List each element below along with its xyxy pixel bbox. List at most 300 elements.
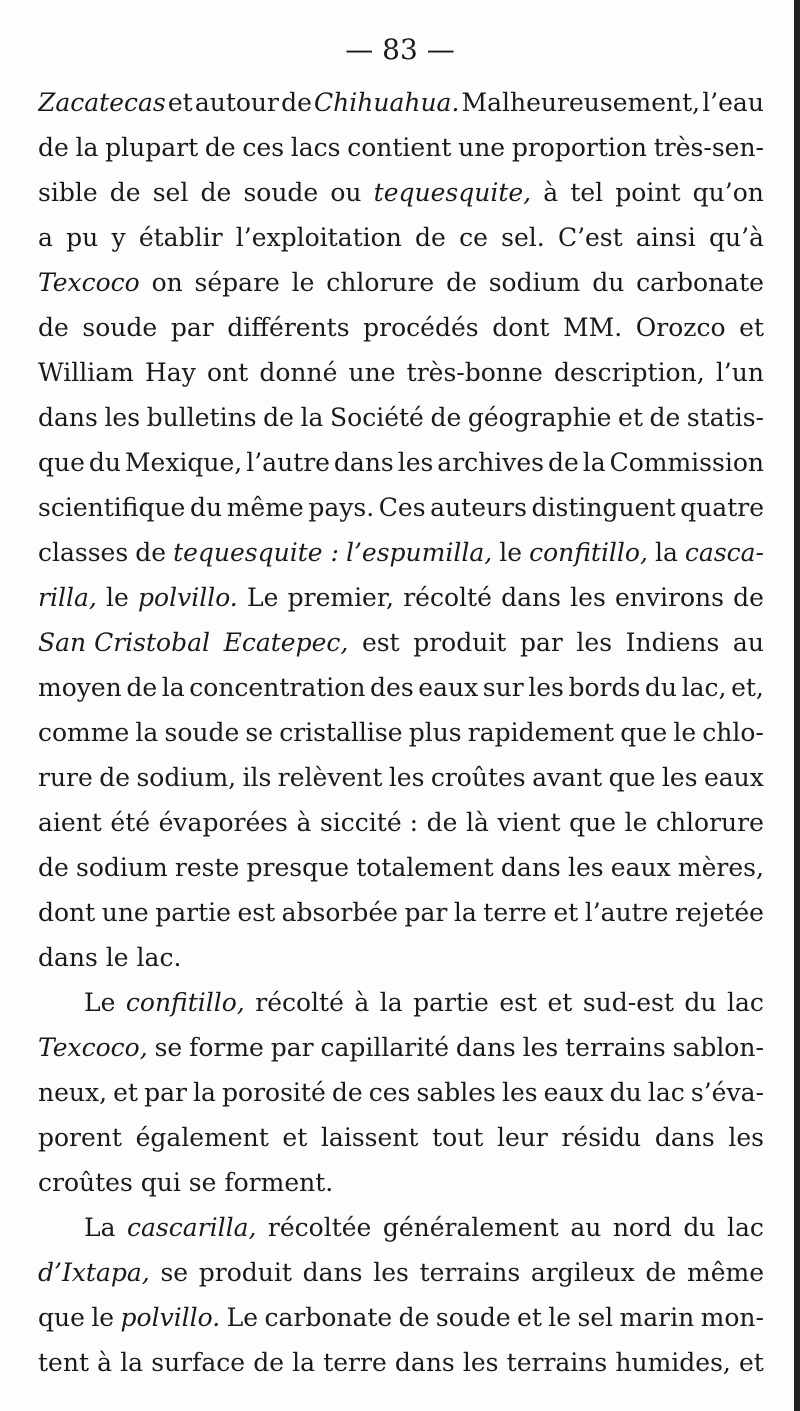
word: dont xyxy=(492,313,550,342)
word: les xyxy=(570,583,606,612)
word: terrains xyxy=(565,1033,666,1062)
word: évaporées xyxy=(158,808,288,837)
word: concentration xyxy=(189,673,366,702)
word: les xyxy=(373,1258,409,1287)
word: carbonate xyxy=(636,268,764,297)
word: dans xyxy=(501,583,561,612)
word: relèvent xyxy=(277,763,383,792)
word: chlorure xyxy=(326,268,435,297)
word: le xyxy=(291,268,315,297)
word: que xyxy=(38,1303,85,1332)
word: les xyxy=(501,1078,538,1107)
word: de xyxy=(38,313,69,342)
word: est xyxy=(361,628,400,657)
word: point xyxy=(615,178,681,207)
word: d’Ixtapa, xyxy=(38,1258,150,1287)
word: plus xyxy=(408,718,462,747)
word: Ecatepec, xyxy=(223,628,349,657)
word: au xyxy=(732,628,764,657)
word: les xyxy=(576,628,613,657)
text-line xyxy=(38,1160,764,1205)
word: a xyxy=(38,223,53,252)
word: même xyxy=(226,493,304,522)
word: le xyxy=(673,718,697,747)
word: dans xyxy=(302,1258,363,1287)
word: le xyxy=(105,943,129,972)
word: environs xyxy=(615,583,724,612)
word: ou xyxy=(330,178,362,207)
word: dans xyxy=(500,853,561,882)
text-line xyxy=(38,350,764,395)
word: leur xyxy=(496,1123,548,1152)
text-line xyxy=(38,980,764,1025)
word: se xyxy=(188,1168,217,1197)
word: quatre xyxy=(680,493,764,522)
word: partie xyxy=(413,988,489,1017)
word: cristallise xyxy=(279,718,403,747)
word: dans xyxy=(394,1348,455,1377)
word: ont xyxy=(206,358,249,387)
word: de xyxy=(446,268,477,297)
word: Zacatecas xyxy=(38,88,166,117)
word: récolté xyxy=(403,583,492,612)
word: sodium xyxy=(488,268,581,297)
word: lac xyxy=(647,1078,685,1107)
word: carbonate xyxy=(264,1303,393,1332)
word: est xyxy=(499,988,538,1017)
word: se xyxy=(154,1033,183,1062)
word: ces xyxy=(368,1078,411,1107)
word: les xyxy=(528,673,564,702)
word: du xyxy=(88,448,121,477)
word: que xyxy=(38,448,85,477)
word: polvillo. xyxy=(138,583,238,612)
word: autour xyxy=(194,88,279,117)
word: classes xyxy=(38,538,129,567)
text-line xyxy=(38,665,764,710)
word: rure xyxy=(38,763,93,792)
word: et xyxy=(547,988,573,1017)
text-line xyxy=(38,575,764,620)
word: Texcoco xyxy=(38,268,140,297)
word: l’espumilla, xyxy=(345,538,493,567)
word: du xyxy=(684,988,717,1017)
text-line xyxy=(38,1070,764,1115)
word: qui xyxy=(140,1168,181,1197)
word: soude xyxy=(164,718,240,747)
word: produit xyxy=(198,1258,292,1287)
word: la xyxy=(161,673,185,702)
word: lac. xyxy=(136,943,182,972)
word: dans xyxy=(38,403,98,432)
word: San Cristobal xyxy=(38,628,210,657)
page-edge-shadow xyxy=(794,0,800,1411)
word: nord xyxy=(612,1213,672,1242)
word: du xyxy=(644,673,678,702)
word: avant xyxy=(532,763,603,792)
word: capillarité xyxy=(320,1033,450,1062)
word: donné xyxy=(259,358,338,387)
word: de xyxy=(135,538,167,567)
word: et xyxy=(113,1078,138,1107)
word: tequesquite : xyxy=(173,538,339,567)
word: par xyxy=(170,313,214,342)
word: sur xyxy=(482,673,524,702)
word: les xyxy=(567,853,604,882)
word: que xyxy=(608,763,656,792)
word: sablon- xyxy=(672,1033,764,1062)
word: de xyxy=(38,853,69,882)
word: porent xyxy=(38,1123,122,1152)
word: au xyxy=(570,1213,602,1242)
word: une xyxy=(101,898,149,927)
word: Le xyxy=(246,583,279,612)
word: la xyxy=(453,898,477,927)
word: y xyxy=(111,223,126,252)
word: soude xyxy=(82,313,158,342)
text-line xyxy=(38,845,764,890)
page-number: — 83 — xyxy=(345,33,455,66)
word: tent xyxy=(38,1348,89,1377)
word: une xyxy=(348,358,396,387)
text-line xyxy=(38,1025,764,1070)
word: terrains xyxy=(506,1348,608,1377)
word: les xyxy=(522,1033,559,1062)
word: eaux xyxy=(703,763,764,792)
word: MM. xyxy=(563,313,623,342)
word: sables xyxy=(416,1078,496,1107)
word: ils xyxy=(242,763,272,792)
word: et xyxy=(739,1348,764,1377)
word: de xyxy=(263,403,294,432)
text-line xyxy=(38,215,764,260)
word: dans xyxy=(38,943,98,972)
text-line xyxy=(38,125,764,170)
word: premier, xyxy=(287,583,395,612)
word: du xyxy=(189,493,223,522)
word: cascarilla, xyxy=(127,1213,257,1242)
word: argileux xyxy=(530,1258,635,1287)
word: bords xyxy=(568,673,641,702)
word: surface xyxy=(151,1348,246,1377)
word: l’autre xyxy=(246,448,330,477)
word: confitillo, xyxy=(529,538,648,567)
word: de xyxy=(649,403,681,432)
word: de xyxy=(281,88,312,117)
word: laissent xyxy=(320,1123,419,1152)
word: eaux xyxy=(543,1078,604,1107)
word: et, xyxy=(731,673,764,702)
word: et xyxy=(282,1123,308,1152)
word: de xyxy=(733,583,764,612)
word: de xyxy=(426,808,458,837)
text-line xyxy=(38,1250,764,1295)
word: dans xyxy=(333,448,394,477)
word: rejetée xyxy=(674,898,764,927)
word: la xyxy=(135,718,159,747)
word: le xyxy=(499,538,523,567)
body-text xyxy=(38,80,764,1385)
word: moyen xyxy=(38,673,122,702)
word: mon- xyxy=(700,1303,764,1332)
word: l’exploitation xyxy=(235,223,402,252)
word: Orozco xyxy=(635,313,726,342)
word: aient xyxy=(38,808,102,837)
word: récoltée xyxy=(267,1213,372,1242)
word: lacs xyxy=(290,133,341,162)
word: Malheureusement, xyxy=(461,88,701,117)
word: ces xyxy=(242,133,285,162)
word: la xyxy=(193,1078,216,1107)
word: est xyxy=(237,898,276,927)
word: à xyxy=(354,988,370,1017)
word: rapidement xyxy=(467,718,615,747)
word: contient xyxy=(347,133,452,162)
word: confitillo, xyxy=(125,988,245,1017)
word: sel. xyxy=(501,223,545,252)
word: neux, xyxy=(38,1078,108,1107)
text-line xyxy=(38,800,764,845)
word: eaux xyxy=(418,673,479,702)
word: la xyxy=(300,403,324,432)
word: casca- xyxy=(684,538,764,567)
word: par xyxy=(270,1033,314,1062)
word: de xyxy=(204,133,236,162)
text-line xyxy=(38,890,764,935)
word: et xyxy=(167,88,193,117)
word: lac, xyxy=(681,673,727,702)
text-line xyxy=(38,1115,764,1160)
word: soude xyxy=(435,1303,511,1332)
word: une xyxy=(458,133,506,162)
word: s’éva- xyxy=(690,1078,764,1107)
word: différents xyxy=(227,313,350,342)
word: été xyxy=(110,808,151,837)
word: de xyxy=(415,223,446,252)
word: la xyxy=(582,448,606,477)
text-line xyxy=(38,305,764,350)
word: scientifique xyxy=(38,493,186,522)
word: de xyxy=(645,1258,677,1287)
word: et xyxy=(553,898,579,927)
word: Le xyxy=(226,1303,259,1332)
word: à xyxy=(97,1348,113,1377)
word: la xyxy=(654,538,678,567)
word: totalement xyxy=(356,853,494,882)
word: croûtes xyxy=(38,1168,133,1197)
text-line xyxy=(38,485,764,530)
word: Chihuahua. xyxy=(314,88,460,117)
word: reste xyxy=(174,853,240,882)
word: rilla, xyxy=(38,583,97,612)
word: les xyxy=(462,1348,499,1377)
word: ainsi xyxy=(635,223,696,252)
word: de xyxy=(99,763,131,792)
word: de xyxy=(430,403,462,432)
word: sel xyxy=(577,1303,614,1332)
word: là xyxy=(465,808,489,837)
word: géographie xyxy=(467,403,612,432)
word: de xyxy=(253,1348,285,1377)
text-line xyxy=(38,395,764,440)
word: la xyxy=(292,1348,316,1377)
word: archives xyxy=(437,448,544,477)
text-line xyxy=(38,620,764,665)
word: la xyxy=(75,133,99,162)
word: l’eau xyxy=(702,88,764,117)
text-line xyxy=(38,440,764,485)
text-line xyxy=(38,80,764,125)
word: plupart xyxy=(105,133,199,162)
word: les xyxy=(661,763,698,792)
text-line xyxy=(38,755,764,800)
word: le xyxy=(106,583,129,612)
word: qu’à xyxy=(708,223,764,252)
word: que xyxy=(620,718,668,747)
word: se xyxy=(160,1258,189,1287)
word: le xyxy=(548,1303,572,1332)
word: dans xyxy=(455,1033,516,1062)
word: proportion xyxy=(511,133,648,162)
word: du xyxy=(609,1078,642,1107)
word: polvillo. xyxy=(120,1303,221,1332)
word: chlo- xyxy=(702,718,764,747)
word: et xyxy=(618,403,643,432)
word: forment. xyxy=(224,1168,334,1197)
word: l’autre xyxy=(584,898,669,927)
word: Indiens xyxy=(625,628,720,657)
word: William xyxy=(38,358,134,387)
word: marin xyxy=(619,1303,695,1332)
word: terrains xyxy=(419,1258,521,1287)
word: également xyxy=(135,1123,269,1152)
word: de xyxy=(200,178,232,207)
word: procédés xyxy=(363,313,479,342)
word: presque xyxy=(246,853,350,882)
word: Commission xyxy=(609,448,764,477)
word: les xyxy=(104,403,141,432)
word: de xyxy=(126,673,158,702)
text-line xyxy=(38,530,764,575)
word: pu xyxy=(66,223,99,252)
word: généralement xyxy=(382,1213,559,1242)
word: C’est xyxy=(557,223,623,252)
word: sodium, xyxy=(136,763,237,792)
word: par xyxy=(404,898,448,927)
word: le xyxy=(624,808,648,837)
word: distinguent xyxy=(531,493,676,522)
word: Le xyxy=(84,988,116,1017)
word: de xyxy=(38,133,69,162)
word: les xyxy=(388,763,425,792)
word: à xyxy=(296,808,312,837)
word: Mexique, xyxy=(124,448,243,477)
word: chlorure xyxy=(655,808,764,837)
word: les xyxy=(397,448,434,477)
word: Ces xyxy=(378,493,426,522)
text-line xyxy=(38,1295,764,1340)
word: même xyxy=(686,1258,764,1287)
word: la xyxy=(379,988,403,1017)
text-line xyxy=(38,935,764,980)
word: établir xyxy=(138,223,223,252)
text-line xyxy=(38,710,764,755)
word: sépare xyxy=(194,268,280,297)
word: sud-est xyxy=(582,988,674,1017)
word: par xyxy=(519,628,563,657)
word: lac xyxy=(727,1213,764,1242)
word: de xyxy=(398,1303,430,1332)
word: dans xyxy=(654,1123,715,1152)
word: l’un xyxy=(715,358,764,387)
word: absorbée xyxy=(281,898,398,927)
word: porosité xyxy=(222,1078,326,1107)
word: croûtes xyxy=(430,763,526,792)
word: siccité : xyxy=(319,808,418,837)
word: Texcoco, xyxy=(38,1033,148,1062)
word: très-bonne xyxy=(406,358,543,387)
word: La xyxy=(84,1213,116,1242)
word: la xyxy=(120,1348,144,1377)
text-line xyxy=(38,1340,764,1385)
word: des xyxy=(370,673,414,702)
word: tequesquite, xyxy=(373,178,532,207)
text-line xyxy=(38,1205,764,1250)
word: de xyxy=(109,178,141,207)
word: Hay xyxy=(145,358,196,387)
word: bulletins xyxy=(146,403,257,432)
word: statis- xyxy=(686,403,764,432)
word: eaux xyxy=(610,853,671,882)
word: récolté xyxy=(255,988,344,1017)
word: que xyxy=(569,808,616,837)
word: le xyxy=(91,1303,115,1332)
word: sel xyxy=(152,178,189,207)
word: humides, xyxy=(615,1348,731,1377)
word: vient xyxy=(497,808,561,837)
word: de xyxy=(547,448,579,477)
word: résidu xyxy=(561,1123,642,1152)
word: du xyxy=(592,268,625,297)
word: forme xyxy=(189,1033,264,1062)
word: dont xyxy=(38,898,96,927)
word: et xyxy=(739,313,764,342)
word: et xyxy=(517,1303,542,1332)
word: auteurs xyxy=(430,493,527,522)
word: de xyxy=(331,1078,363,1107)
word: du xyxy=(683,1213,716,1242)
word: pays. xyxy=(308,493,375,522)
word: partie xyxy=(155,898,231,927)
word: à xyxy=(543,178,559,207)
word: on xyxy=(151,268,183,297)
word: par xyxy=(144,1078,187,1107)
word: ce xyxy=(459,223,488,252)
word: qu’on xyxy=(692,178,764,207)
word: terre xyxy=(483,898,547,927)
word: sible xyxy=(38,178,98,207)
text-line xyxy=(38,260,764,305)
word: produit xyxy=(413,628,507,657)
word: très-sen- xyxy=(653,133,764,162)
word: tout xyxy=(432,1123,484,1152)
word: mères, xyxy=(677,853,764,882)
text-line xyxy=(38,170,764,215)
word: soude xyxy=(243,178,319,207)
word: sodium xyxy=(76,853,168,882)
word: lac xyxy=(726,988,764,1017)
word: tel xyxy=(570,178,604,207)
